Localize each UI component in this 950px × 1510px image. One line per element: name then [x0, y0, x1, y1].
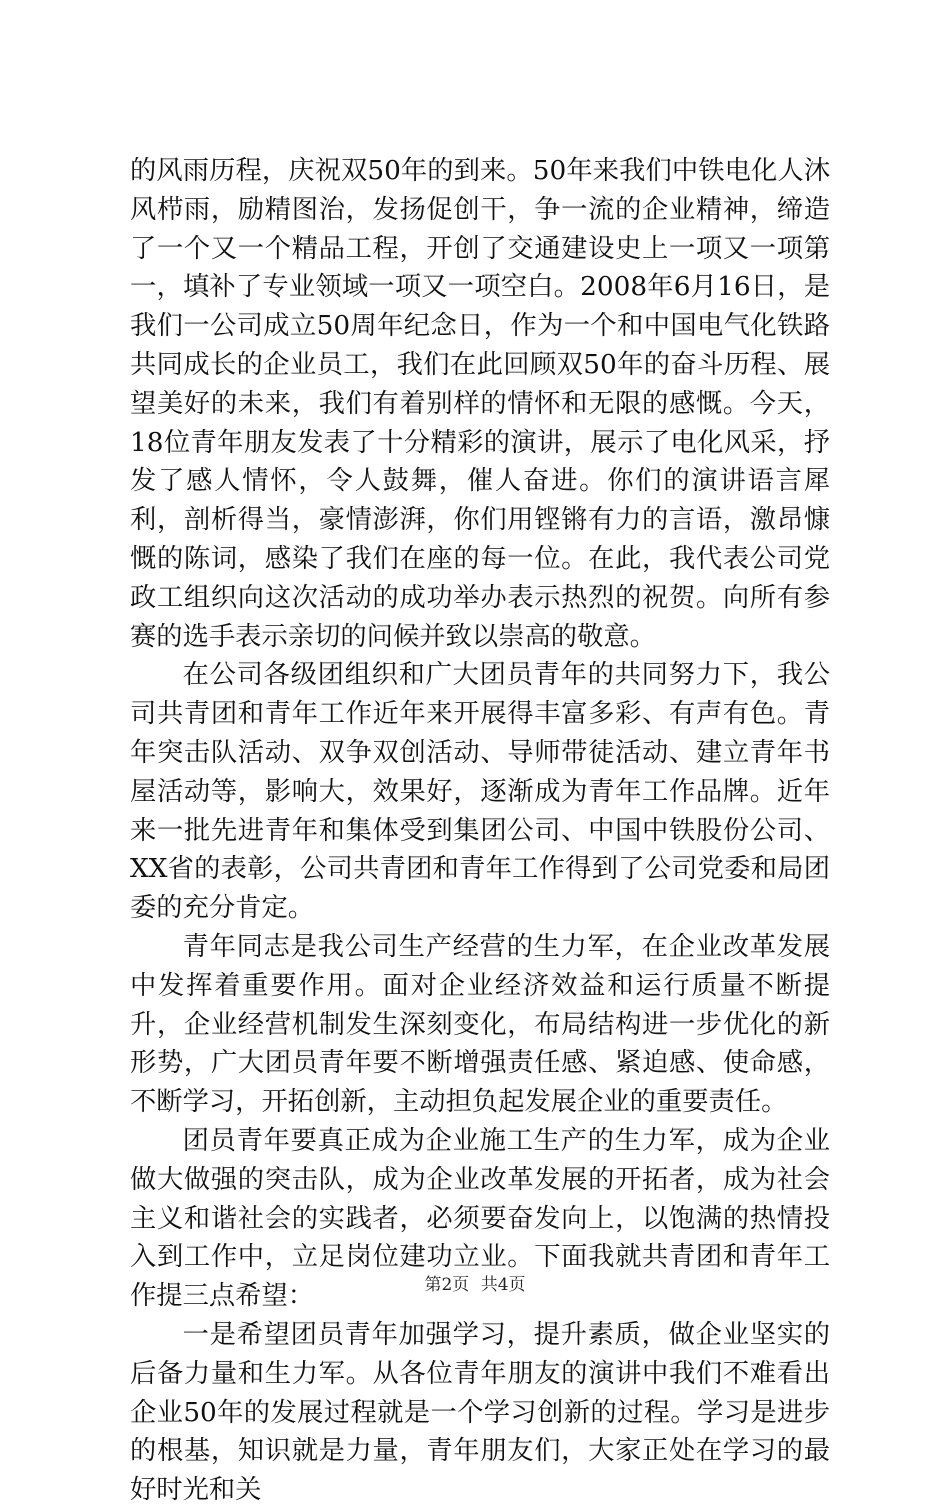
paragraph-4: 团员青年要真正成为企业施工生产的生力军，成为企业做大做强的突击队，成为企业改革发展的开拓者，成为社会主义和谐社会的实践者，必须要奋发向上，以饱满的热情投入到工作中，立足岗位建功立业。下面我就共青团和青年工作提三点希望：	[130, 1125, 830, 1312]
paragraph-5: 一是希望团员青年加强学习，提升素质，做企业坚实的后备力量和生力军。从各位青年朋友的演讲中我们不难看出企业50年的发展过程就是一个学习创新的过程。学习是进步的根基，知识就是力量，青年朋友们，大家正处在学习的最好时光和关	[130, 1319, 830, 1506]
page-number: 第2页	[424, 1275, 470, 1295]
page-total: 共4页	[480, 1275, 526, 1295]
document-body	[130, 152, 830, 1510]
paragraph-1: 的风雨历程，庆祝双50年的到来。50年来我们中铁电化人沐风栉雨，励精图治，发扬促创干，争一流的企业精神，缔造了一个又一个精品工程，开创了交通建设史上一项又一项第一，填补了专业领域一项又一项空白。2008年6月16日，是我们一公司成立50周年纪念日，作为一个和中国电气化铁路共同成长的企业员工，我们在此回顾双50年的奋斗历程、展望美好的未来，我们有着别样的情怀和无限的感慨。今天，18位青年朋友发表了十分精彩的演讲，展示了电化风采，抒发了感人情怀，令人鼓舞，催人奋进。你们的演讲语言犀利，剖析得当，豪情澎湃，你们用铿锵有力的言语，激昂慷慨的陈词，感染了我们在座的每一位。在此，我代表公司党政工组织向这次活动的成功举办表示热烈的祝贺。向所有参赛的选手表示亲切的问候并致以崇高的敬意。	[130, 156, 830, 652]
page-footer	[0, 1270, 950, 1295]
paragraph-2: 在公司各级团组织和广大团员青年的共同努力下，我公司共青团和青年工作近年来开展得丰富多彩、有声有色。青年突击队活动、双争双创活动、导师带徒活动、建立青年书屋活动等，影响大，效果好，逐渐成为青年工作品牌。近年来一批先进青年和集体受到集团公司、中国中铁股份公司、XX省的表彰，公司共青团和青年工作得到了公司党委和局团委的充分肯定。	[130, 660, 830, 924]
paragraph-3: 青年同志是我公司生产经营的生力军，在企业改革发展中发挥着重要作用。面对企业经济效益和运行质量不断提升，企业经营机制发生深刻变化，布局结构进一步优化的新形势，广大团员青年要不断增强责任感、紧迫感、使命感，不断学习，开拓创新，主动担负起发展企业的重要责任。	[130, 931, 830, 1118]
